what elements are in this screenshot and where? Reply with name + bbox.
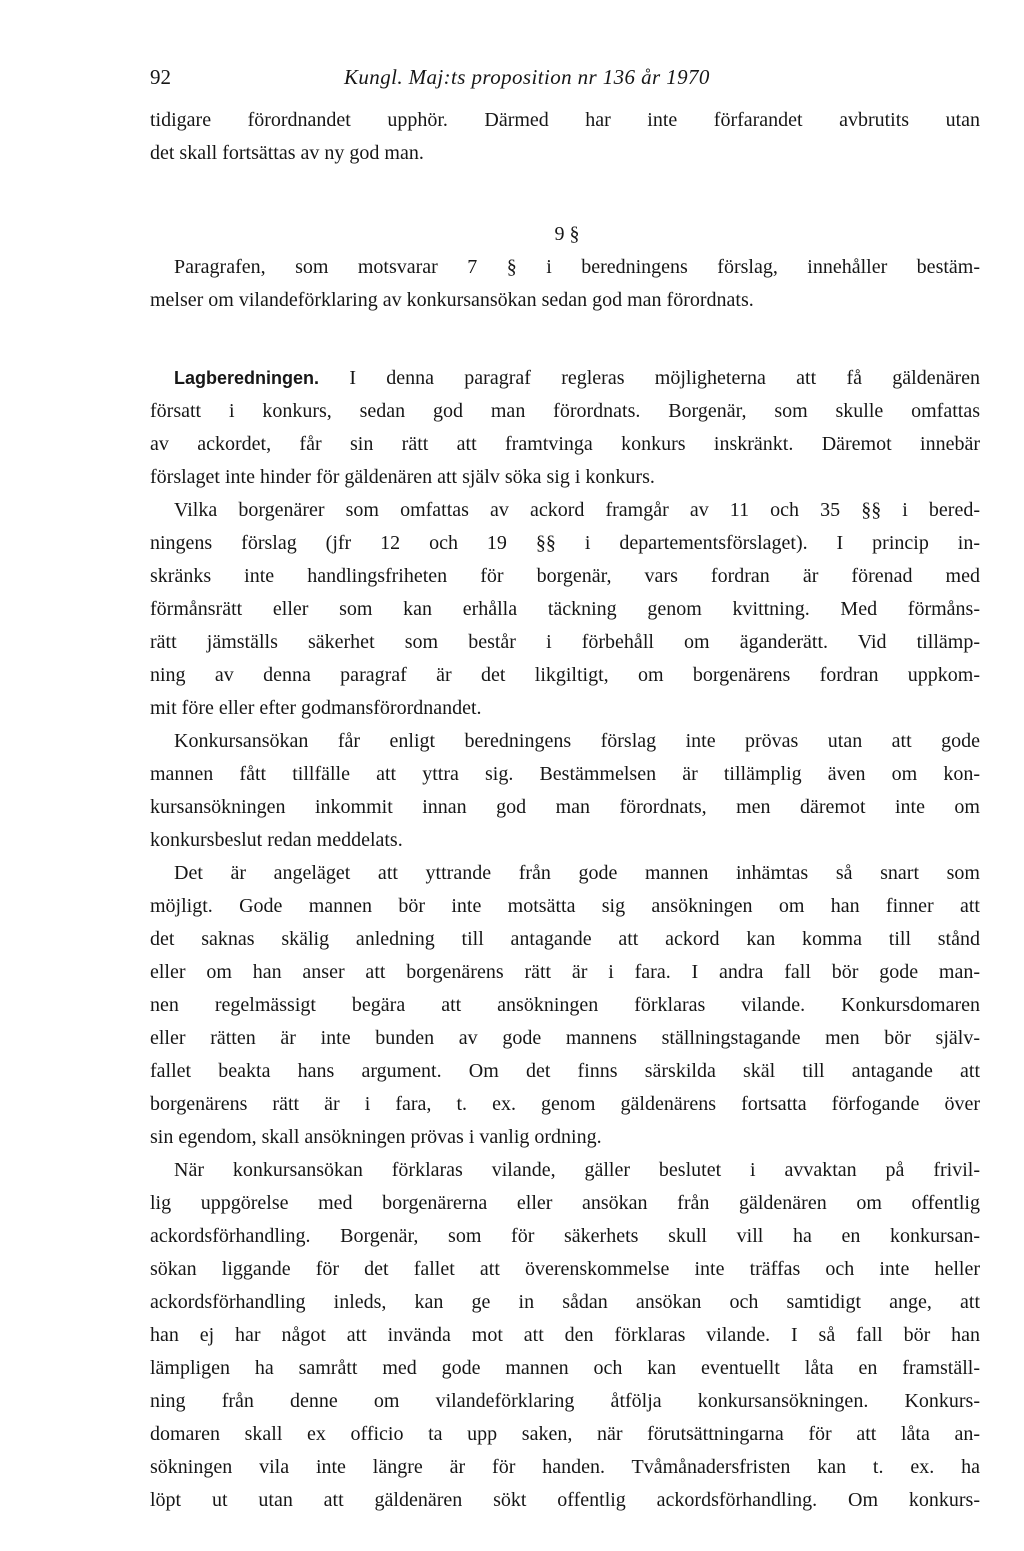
text-line: Paragrafen, som motsvarar 7 § i beredningens förslag, innehåller bestäm- xyxy=(174,256,980,278)
running-title: Kungl. Maj:ts proposition nr 136 år 1970 xyxy=(344,65,710,89)
text-line: försatt i konkurs, sedan god man förordnats. Borgenär, som skulle omfattas xyxy=(150,400,980,422)
text-line: nen regelmässigt begära att ansökningen förklaras vilande. Konkursdomaren xyxy=(150,994,980,1016)
page-number: 92 xyxy=(150,65,171,89)
text-line: förslaget inte hinder för gäldenären att själv söka sig i konkurs. xyxy=(150,466,655,488)
text-line: När konkursansökan förklaras vilande, gäller beslutet i avvaktan på frivil- xyxy=(174,1159,980,1181)
text-line: Det är angeläget att yttrande från gode mannen inhämtas så snart som xyxy=(174,862,980,884)
text-line xyxy=(150,362,980,395)
text-line: borgenärens rätt är i fara, t. ex. genom gäldenärens fortsatta förfogande över xyxy=(150,1093,980,1115)
text-line: melser om vilandeförklaring av konkursansökan sedan god man förordnats. xyxy=(150,289,754,311)
text-line: skränks inte handlingsfriheten för borgenär, vars fordran är förenad med xyxy=(150,565,980,587)
page-header xyxy=(150,60,980,94)
text-line: domaren skall ex officio ta upp saken, när förutsättningarna för att låta an- xyxy=(150,1423,980,1445)
text-line: tidigare förordnandet upphör. Därmed har inte förfarandet avbrutits utan xyxy=(150,109,980,131)
text-line: eller om han anser att borgenärens rätt är i fara. I andra fall bör gode man- xyxy=(150,961,980,983)
text-line: det skall fortsättas av ny god man. xyxy=(150,142,424,164)
text-line: lig uppgörelse med borgenärerna eller ansökan från gäldenären om offentlig xyxy=(150,1192,980,1214)
vilka-paragraph xyxy=(150,494,980,725)
text-line: av ackordet, får sin rätt att framtvinga konkurs inskränkt. Däremot innebär xyxy=(150,433,980,455)
konkursansokan-paragraph xyxy=(150,725,980,857)
text-line-rest: I denna paragraf regleras möjligheterna att få gäldenären xyxy=(349,367,980,389)
text-line: möjligt. Gode mannen bör inte motsätta sig ansökningen om han finner att xyxy=(150,895,980,917)
text-line: Vilka borgenärer som omfattas av ackord framgår av 11 och 35 §§ i bered- xyxy=(174,499,980,521)
nar-paragraph xyxy=(150,1154,980,1517)
text-line: lämpligen ha samrått med gode mannen och kan eventuellt låta en framställ- xyxy=(150,1357,980,1379)
text-line: fallet beakta hans argument. Om det finns särskilda skäl till antagande att xyxy=(150,1060,980,1082)
text-line: ackordsförhandling. Borgenär, som för säkerhets skull vill ha en konkursan- xyxy=(150,1225,980,1247)
text-line: löpt ut utan att gäldenären sökt offentlig ackordsförhandling. Om konkurs- xyxy=(150,1489,980,1511)
intro-paragraph xyxy=(150,104,980,170)
text-line: konkursbeslut redan meddelats. xyxy=(150,829,403,851)
text-line: sin egendom, skall ansökningen prövas i vanlig ordning. xyxy=(150,1126,602,1148)
text-line: eller rätten är inte bunden av gode mannens ställningstagande men bör själv- xyxy=(150,1027,980,1049)
angelaget-paragraph xyxy=(150,857,980,1154)
text-line: kursansökningen inkommit innan god man förordnats, men däremot inte om xyxy=(150,796,980,818)
text-line: mannen fått tillfälle att yttra sig. Bestämmelsen är tillämplig även om kon- xyxy=(150,763,980,785)
text-line: mit före eller efter godmansförordnandet. xyxy=(150,697,482,719)
text-line: han ej har något att invända mot att den förklaras vilande. I så fall bör han xyxy=(150,1324,980,1346)
text-line: ackordsförhandling inleds, kan ge in sådan ansökan och samtidigt ange, att xyxy=(150,1291,980,1313)
text-line: sökan liggande för det fallet att överenskommelse inte träffas och inte heller xyxy=(150,1258,980,1280)
text-line: Konkursansökan får enligt beredningens förslag inte prövas utan att gode xyxy=(174,730,980,752)
text-line: ningens förslag (jfr 12 och 19 §§ i departementsförslaget). I princip in- xyxy=(150,532,980,554)
document-page xyxy=(150,60,980,1517)
section-paragraph xyxy=(150,251,980,317)
text-line: ning av denna paragraf är det likgiltigt, om borgenärens fordran uppkom- xyxy=(150,664,980,686)
text-line: ning från denne om vilandeförklaring åtfölja konkursansökningen. Konkurs- xyxy=(150,1390,980,1412)
lagberedningen-heading: Lagberedningen. xyxy=(174,368,320,388)
text-line: rätt jämställs säkerhet som består i förbehåll om äganderätt. Vid tillämp- xyxy=(150,631,980,653)
lagberedningen-paragraph xyxy=(150,362,980,494)
text-line: förmånsrätt eller som kan erhålla täckning genom kvittning. Med förmåns- xyxy=(150,598,980,620)
text-line: det saknas skälig anledning till antagande att ackord kan komma till stånd xyxy=(150,928,980,950)
text-line: sökningen vila inte längre är för handen. Tvåmånadersfristen kan t. ex. ha xyxy=(150,1456,980,1478)
section-heading: 9 § xyxy=(554,223,580,245)
